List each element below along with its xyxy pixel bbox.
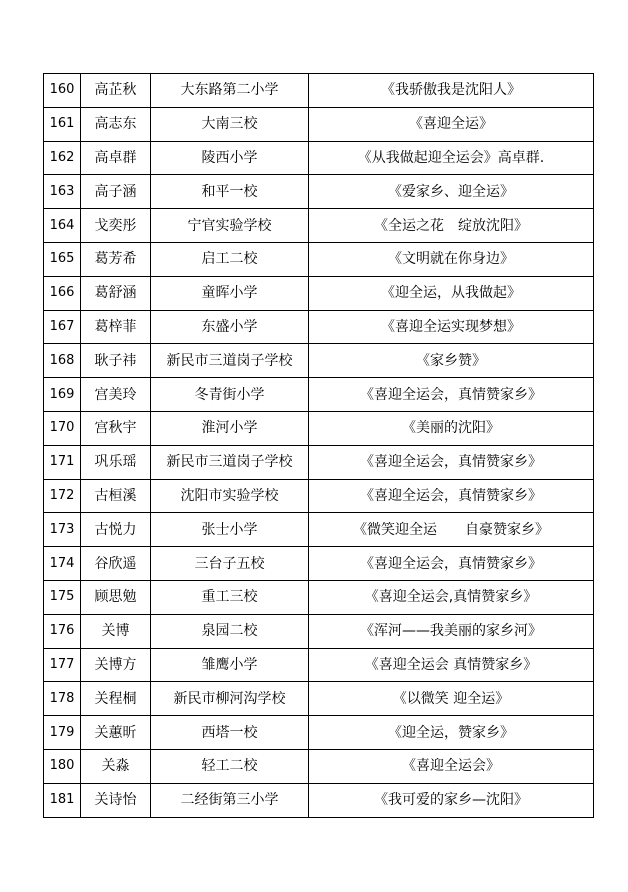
essay-title: 《喜迎全运会，真情赞家乡》	[309, 479, 594, 513]
student-name: 葛芳希	[81, 242, 151, 276]
essay-title: 《全运之花 绽放沈阳》	[309, 209, 594, 243]
student-name: 耿子祎	[81, 344, 151, 378]
student-name: 戈奕彤	[81, 209, 151, 243]
table-row	[44, 716, 594, 750]
entry-number: 168	[44, 344, 81, 378]
student-name: 葛梓菲	[81, 310, 151, 344]
entry-number: 175	[44, 580, 81, 614]
essay-title: 《喜迎全运会，真情赞家乡》	[309, 378, 594, 412]
school-name: 二经街第三小学	[151, 783, 309, 817]
entry-number: 181	[44, 783, 81, 817]
entry-number: 163	[44, 175, 81, 209]
essay-title: 《迎全运，赞家乡》	[309, 716, 594, 750]
table-row	[44, 209, 594, 243]
essay-title: 《喜迎全运会》	[309, 749, 594, 783]
entry-number: 161	[44, 107, 81, 141]
student-name: 高芷秋	[81, 74, 151, 108]
essay-title: 《以微笑 迎全运》	[309, 682, 594, 716]
table-row	[44, 378, 594, 412]
school-name: 张士小学	[151, 513, 309, 547]
entry-number: 162	[44, 141, 81, 175]
table-row	[44, 547, 594, 581]
essay-title: 《喜迎全运会 真情赞家乡》	[309, 648, 594, 682]
entry-number: 167	[44, 310, 81, 344]
table-row	[44, 783, 594, 817]
student-name: 关蕙昕	[81, 716, 151, 750]
school-name: 重工三校	[151, 580, 309, 614]
school-name: 新民市三道岗子学校	[151, 344, 309, 378]
student-name: 高子涵	[81, 175, 151, 209]
table-row	[44, 276, 594, 310]
essay-title: 《喜迎全运会，真情赞家乡》	[309, 547, 594, 581]
student-name: 高志东	[81, 107, 151, 141]
school-name: 新民市柳河沟学校	[151, 682, 309, 716]
entry-number: 174	[44, 547, 81, 581]
entry-number: 178	[44, 682, 81, 716]
school-name: 陵西小学	[151, 141, 309, 175]
entry-number: 169	[44, 378, 81, 412]
entry-number: 160	[44, 74, 81, 108]
entry-number: 165	[44, 242, 81, 276]
student-name: 高卓群	[81, 141, 151, 175]
table-row	[44, 141, 594, 175]
essay-title: 《从我做起迎全运会》高卓群.	[309, 141, 594, 175]
entry-number: 176	[44, 614, 81, 648]
essay-title: 《爱家乡、迎全运》	[309, 175, 594, 209]
essay-title: 《浑河——我美丽的家乡河》	[309, 614, 594, 648]
student-name: 关博方	[81, 648, 151, 682]
school-name: 童晖小学	[151, 276, 309, 310]
school-name: 大南三校	[151, 107, 309, 141]
student-name: 关诗怡	[81, 783, 151, 817]
student-name: 顾思勉	[81, 580, 151, 614]
school-name: 泉园二校	[151, 614, 309, 648]
roster-table	[43, 73, 594, 818]
entry-number: 173	[44, 513, 81, 547]
essay-title: 《喜迎全运会,真情赞家乡》	[309, 580, 594, 614]
entry-number: 171	[44, 445, 81, 479]
school-name: 大东路第二小学	[151, 74, 309, 108]
student-name: 关淼	[81, 749, 151, 783]
student-name: 关博	[81, 614, 151, 648]
school-name: 新民市三道岗子学校	[151, 445, 309, 479]
roster-body	[44, 74, 594, 818]
school-name: 雏鹰小学	[151, 648, 309, 682]
school-name: 轻工二校	[151, 749, 309, 783]
school-name: 淮河小学	[151, 411, 309, 445]
essay-title: 《我可爱的家乡—沈阳》	[309, 783, 594, 817]
table-row	[44, 242, 594, 276]
school-name: 宁官实验学校	[151, 209, 309, 243]
table-row	[44, 614, 594, 648]
student-name: 巩乐瑶	[81, 445, 151, 479]
school-name: 和平一校	[151, 175, 309, 209]
table-row	[44, 749, 594, 783]
school-name: 冬青街小学	[151, 378, 309, 412]
essay-title: 《美丽的沈阳》	[309, 411, 594, 445]
school-name: 沈阳市实验学校	[151, 479, 309, 513]
essay-title: 《微笑迎全运 自豪赞家乡》	[309, 513, 594, 547]
entry-number: 166	[44, 276, 81, 310]
entry-number: 164	[44, 209, 81, 243]
school-name: 启工二校	[151, 242, 309, 276]
table-row	[44, 648, 594, 682]
essay-title: 《迎全运，从我做起》	[309, 276, 594, 310]
essay-title: 《喜迎全运会，真情赞家乡》	[309, 445, 594, 479]
essay-title: 《我骄傲我是沈阳人》	[309, 74, 594, 108]
essay-title: 《喜迎全运实现梦想》	[309, 310, 594, 344]
school-name: 西塔一校	[151, 716, 309, 750]
entry-number: 170	[44, 411, 81, 445]
table-row	[44, 107, 594, 141]
student-name: 谷欣遥	[81, 547, 151, 581]
school-name: 三台子五校	[151, 547, 309, 581]
essay-title: 《喜迎全运》	[309, 107, 594, 141]
table-row	[44, 513, 594, 547]
school-name: 东盛小学	[151, 310, 309, 344]
table-row	[44, 74, 594, 108]
student-name: 古桓溪	[81, 479, 151, 513]
table-row	[44, 479, 594, 513]
table-row	[44, 344, 594, 378]
entry-number: 172	[44, 479, 81, 513]
table-row	[44, 580, 594, 614]
table-row	[44, 682, 594, 716]
table-row	[44, 175, 594, 209]
entry-number: 180	[44, 749, 81, 783]
entry-number: 177	[44, 648, 81, 682]
table-row	[44, 411, 594, 445]
table-row	[44, 310, 594, 344]
student-name: 关程桐	[81, 682, 151, 716]
essay-title: 《家乡赞》	[309, 344, 594, 378]
essay-title: 《文明就在你身边》	[309, 242, 594, 276]
entry-number: 179	[44, 716, 81, 750]
table-row	[44, 445, 594, 479]
student-name: 宫秋宇	[81, 411, 151, 445]
student-name: 葛舒涵	[81, 276, 151, 310]
student-name: 宫美玲	[81, 378, 151, 412]
student-name: 古悦力	[81, 513, 151, 547]
